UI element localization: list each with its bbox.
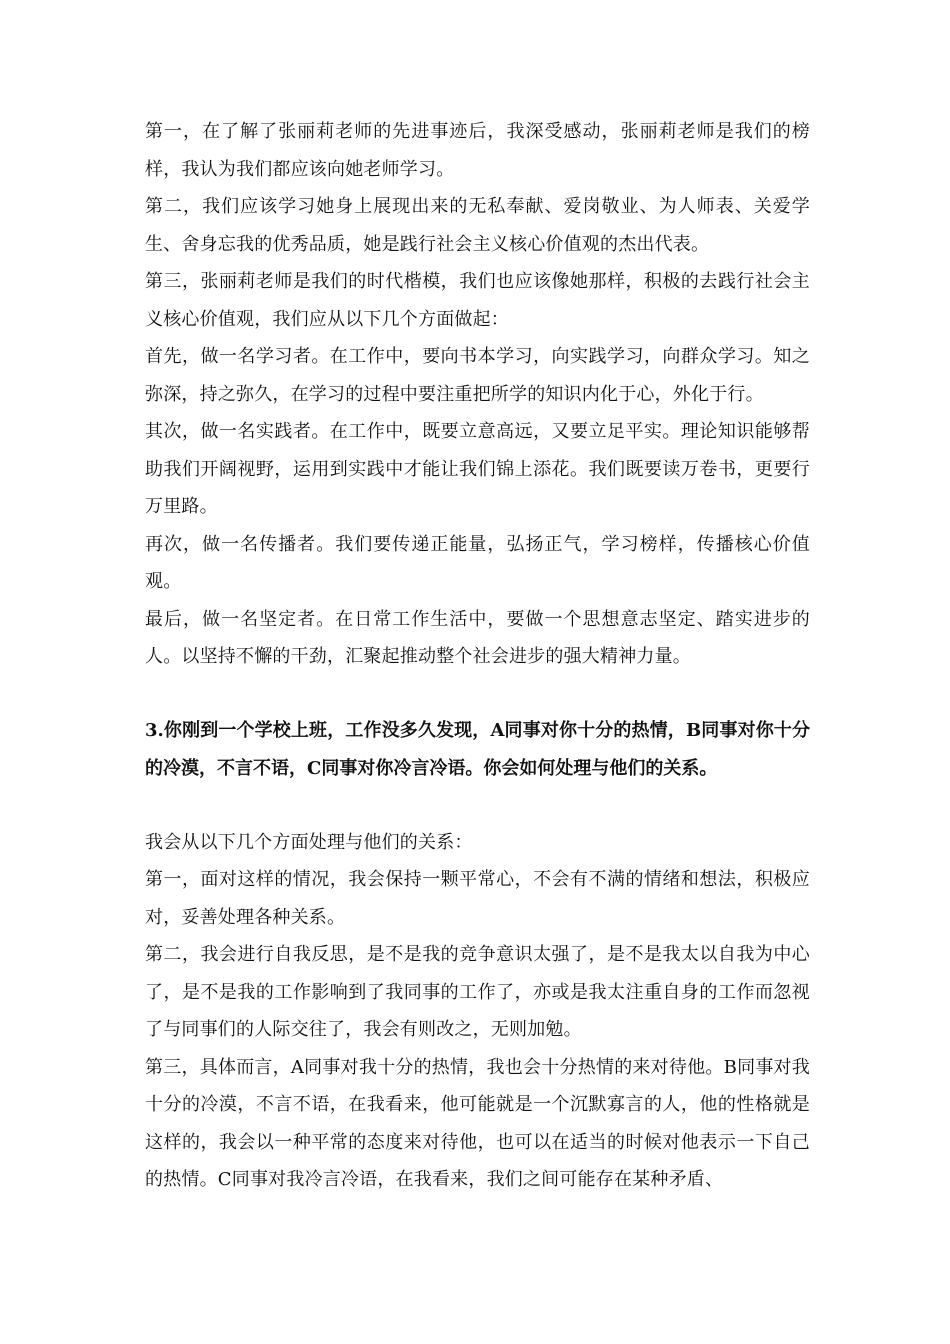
spacer — [145, 676, 810, 712]
answer-paragraph: 第一，面对这样的情况，我会保持一颗平常心，不会有不满的情绪和想法，积极应对，妥善处理各种关系。 — [145, 869, 810, 928]
spacer — [145, 788, 810, 824]
paragraph: 再次，做一名传播者。我们要传递正能量，弘扬正气，学习榜样，传播核心价值观。 — [145, 533, 810, 592]
answer-paragraph: 我会从以下几个方面处理与他们的关系： — [145, 831, 473, 853]
answer-paragraph: 第三，具体而言，A同事对我十分的热情，我也会十分热情的来对待他。B同事对我十分的冷漠，不言不语，在我看来，他可能就是一个沉默寡言的人，他的性格就是这样的，我会以一种平常的态度来对待他，也可以在适当的时候对他表示一下自己的热情。C同事对我冷言冷语，在我看来，我们之间可能存在某种矛盾、 — [145, 1056, 810, 1190]
paragraph: 第三，张丽莉老师是我们的时代楷模，我们也应该像她那样，积极的去践行社会主义核心价值观，我们应从以下几个方面做起： — [145, 271, 810, 330]
paragraph: 第二，我们应该学习她身上展现出来的无私奉献、爱岗敬业、为人师表、关爱学生、舍身忘我的优秀品质，她是践行社会主义核心价值观的杰出代表。 — [145, 196, 810, 255]
paragraph: 其次，做一名实践者。在工作中，既要立意高远，又要立足平实。理论知识能够帮助我们开阔视野，运用到实践中才能让我们锦上添花。我们既要读万卷书，更要行万里路。 — [145, 421, 810, 517]
paragraph: 第一，在了解了张丽莉老师的先进事迹后，我深受感动，张丽莉老师是我们的榜样，我认为我们都应该向她老师学习。 — [145, 121, 810, 180]
paragraph: 最后，做一名坚定者。在日常工作生活中，要做一个思想意志坚定、踏实进步的人。以坚持不懈的干劲，汇聚起推动整个社会进步的强大精神力量。 — [145, 608, 810, 667]
paragraph: 首先，做一名学习者。在工作中，要向书本学习，向实践学习，向群众学习。知之弥深，持之弥久，在学习的过程中要注重把所学的知识内化于心，外化于行。 — [145, 346, 810, 405]
answer-paragraph: 第二，我会进行自我反思，是不是我的竞争意识太强了，是不是我太以自我为中心了，是不是我的工作影响到了我同事的工作了，亦或是我太注重自身的工作而忽视了与同事们的人际交往了，我会有则改之，无则加勉。 — [145, 944, 810, 1040]
question-heading: 3.你刚到一个学校上班，工作没多久发现，A同事对你十分的热情，B同事对你十分的冷漠，不言不语，C同事对你冷言冷语。你会如何处理与他们的关系。 — [145, 719, 810, 779]
document-body — [145, 113, 810, 1199]
